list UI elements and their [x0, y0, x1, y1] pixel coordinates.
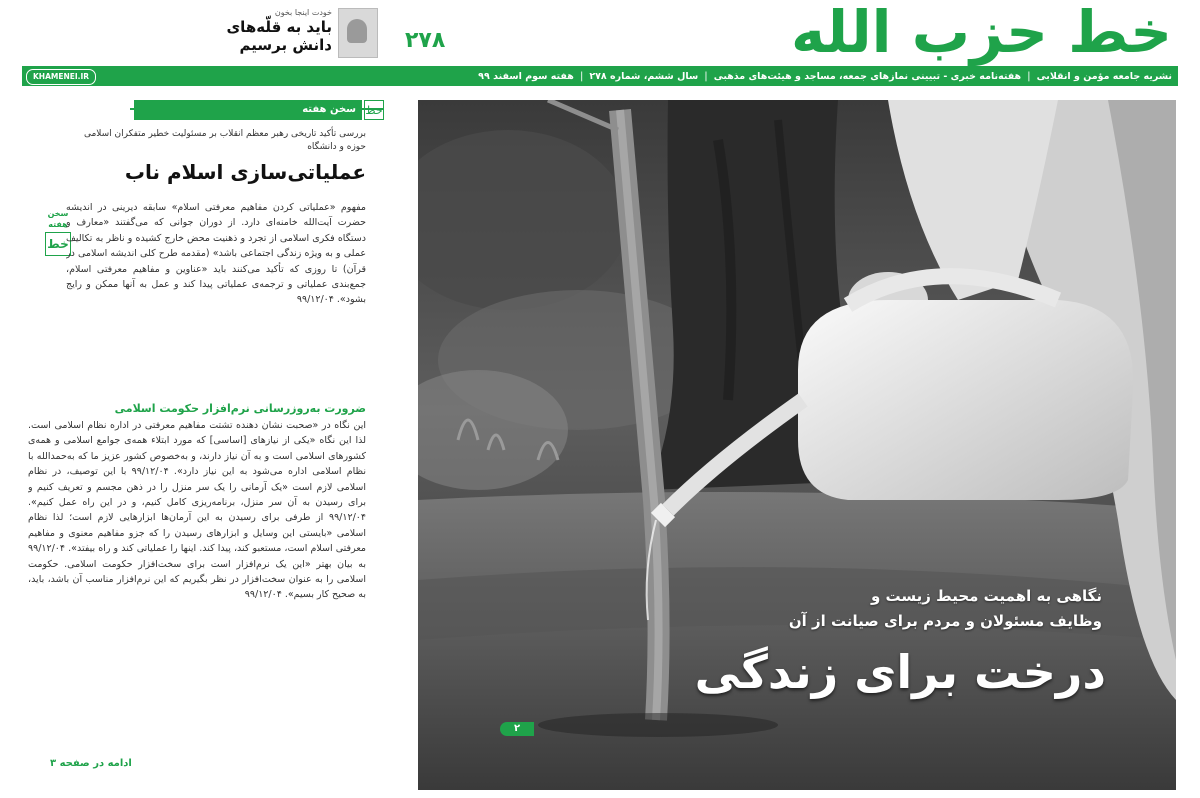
cover-title[interactable]: درخت برای زندگی	[694, 645, 1106, 699]
cover-photo	[418, 100, 1176, 790]
publication-logo	[362, 0, 1172, 66]
promo-thumbnail	[338, 8, 378, 58]
editorial-column	[22, 98, 384, 788]
continue-text: ادامه در صفحه ۳	[50, 758, 132, 769]
badge-line-1: سخن	[47, 209, 69, 218]
article-headline[interactable]: عملیاتی‌سازی اسلام ناب	[124, 160, 366, 184]
watering-can	[798, 300, 1133, 500]
badge-line-2: هفته	[48, 220, 68, 229]
cover-subtitle-2: وظایف مسئولان و مردم برای صیانت از آن	[788, 612, 1102, 630]
badge-logo-icon: خط	[45, 232, 71, 256]
section-logo-icon: خط	[364, 100, 384, 120]
info-type: هفته‌نامه خبری - تبیینی نمازهای جمعه، مساجد و هیئت‌های مذهبی	[713, 70, 1022, 82]
info-volume: سال ششم، شماره ۲۷۸	[589, 70, 699, 82]
logo-text: خط حزب الله	[791, 0, 1172, 66]
issue-number: ۲۷۸	[405, 28, 446, 53]
info-separator: |	[704, 70, 708, 82]
info-separator: |	[579, 70, 584, 82]
cover-subtitle-1: نگاهی به اهمیت محیط زیست و	[870, 587, 1102, 605]
masthead	[0, 0, 1200, 66]
info-bar	[22, 66, 1178, 86]
section-tab: سخن هفته	[134, 100, 362, 120]
article-body-2: این نگاه در «صحبت نشان دهنده تشتت مفاهیم معرفتی در اداره نظام اسلامی است. لذا این نگاه «یکی از نیازهای [اساسی] که مورد ابتلاء همه‌ی جوامع اسلامی و همه‌ی کشورهای اسلامی است و به آن نیاز دارند، و به‌خصوص کشور عزیز ما که به‌حمدالله با نظام اسلامی اداره می‌شود به این نیاز دارد». ۹۹/۱۲/۰۴ با این توصیف، در نظام اسلامی لازم است «یک آرمانی را یک سر منزل را در ذهن مجسم و تعریف کنیم و برای رسیدن به آن سر منزل، برنامه‌ریزی کامل کنیم، و در این راه عمل کنیم». ۹۹/۱۲/۰۴ از طرفی برای رسیدن به این آرمان‌ها ابزارهایی لازم است؛ لذا نظام اسلامی «بایستی این وسایل و ابزارهای رسیدن را که جزو مفاهیم معنوی و مفاهیم معرفتی اسلام است، مستعبو کند، پیدا کند. اینها را عملیاتی کند و راه بیفتد». ۹۹/۱۲/۰۴ به بیان بهتر «این یک نرم‌افزار است برای سخت‌افزار حکومت اسلامی. حکومت اسلامی را به عنوان سخت‌افزار در نظر بگیریم که این نرم‌افزار مناسب آن باشد، باید، به صحیح کار بسیم». ۹۹/۱۲/۰۴	[28, 420, 366, 601]
info-date: هفته سوم اسفند ۹۹	[478, 70, 574, 82]
continue-link[interactable]	[50, 758, 132, 769]
page-reference-badge[interactable]: ۲	[500, 722, 534, 736]
article-body-1: مفهوم «عملیاتی کردن مفاهیم معرفتی اسلام» سابقه دیرینی در اندیشه حضرت آیت‌الله خامنه‌ای دارد. از دوران جوانی که می‌گفتند «معارف و دستگاه فکری اسلامی از تجرد و ذهنیت محض خارج کشیده و ناظر به تکالیف عملی و به ویژه زندگی اجتماعی باشد» (مقدمه طرح کلی اندیشه اسلامی در قرآن) تا روزی که تأکید می‌کنند باید «عناوین و مفاهیم معرفتی اسلام، جمع‌بندی عملیاتی و ترجمه‌ی عملیاتی پیدا کند و عمل به آنها ممکن و رایج بشود». ۹۹/۱۲/۰۴	[66, 202, 366, 306]
article-subtitle: بررسی تأکید تاریخی رهبر معظم انقلاب بر مسئولیت خطیر متفکران اسلامی حوزه و دانشگاه	[83, 129, 366, 152]
ground	[418, 492, 1176, 790]
site-link[interactable]: KHAMENEI.IR	[26, 69, 96, 85]
promo-kicker: خودت اینجا بخون	[274, 8, 332, 17]
section-heading: ضرورت به‌روزرسانی نرم‌افزار حکومت اسلامی	[114, 402, 366, 415]
info-publisher: نشریه جامعه مؤمن و انقلابی	[1036, 70, 1172, 82]
info-separator: |	[1027, 70, 1031, 82]
promo-box[interactable]	[190, 6, 378, 58]
promo-title: باید به قلّه‌های دانش برسیم	[226, 18, 332, 54]
